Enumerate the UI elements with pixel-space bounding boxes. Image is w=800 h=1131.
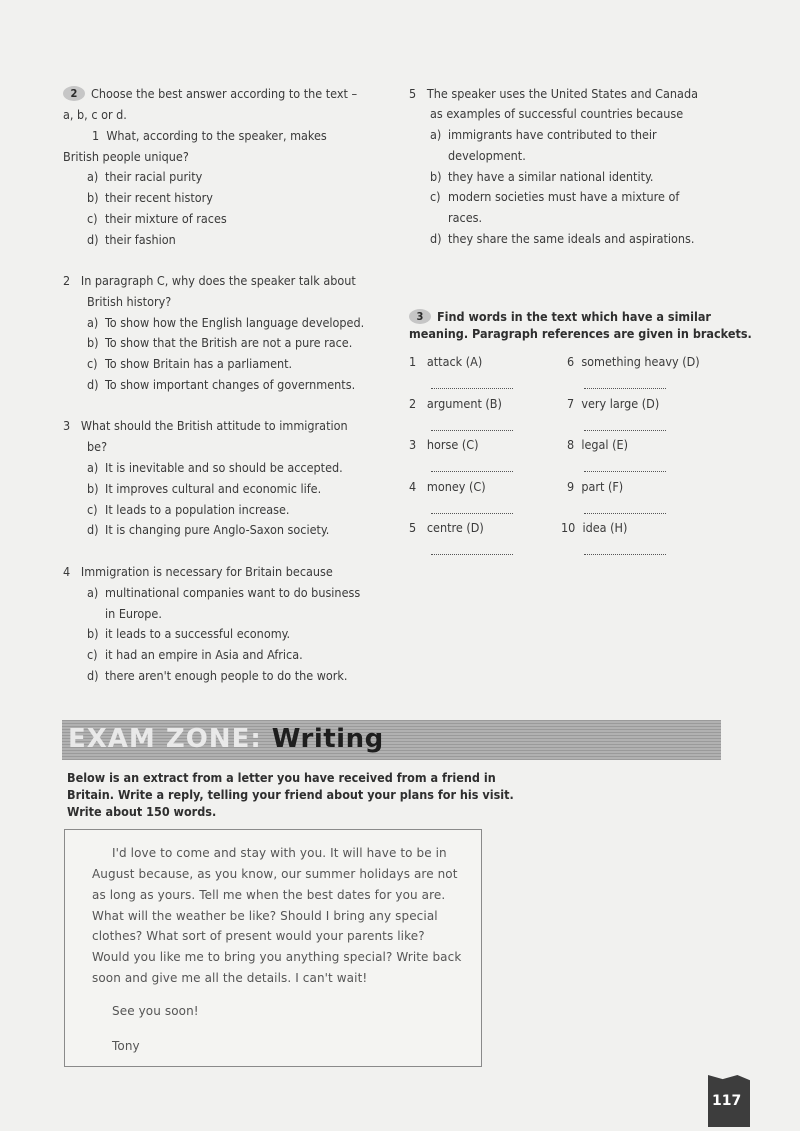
q2-option-b: b) To show that the British are not a pure race.	[87, 335, 353, 350]
vocab-item-5: 5 centre (D)	[409, 520, 484, 535]
letter-line: August because, as you know, our summer holidays are not	[92, 867, 458, 881]
exercise-2-number: 2	[63, 86, 85, 101]
q5-option-d: d) they share the same ideals and aspirations.	[430, 231, 695, 246]
answer-blank[interactable]	[431, 553, 513, 555]
vocab-item-2: 2 argument (B)	[409, 396, 502, 411]
q5-option-a-cont: development.	[448, 148, 526, 163]
q1-option-d: d) their fashion	[87, 232, 176, 247]
question-1: 1 What, according to the speaker, makes	[92, 128, 327, 143]
question-1-cont: British people unique?	[63, 149, 189, 164]
answer-blank[interactable]	[431, 429, 513, 431]
q4-option-b: b) it leads to a successful economy.	[87, 626, 291, 641]
question-5: 5 The speaker uses the United States and Canada	[409, 86, 698, 101]
letter-line: soon and give me all the details. I can't wait!	[92, 971, 368, 985]
vocab-item-3: 3 horse (C)	[409, 437, 479, 452]
question-3-cont: be?	[87, 439, 108, 454]
writing-instruction-2: Britain. Write a reply, telling your friend about your plans for his visit.	[67, 787, 514, 802]
q3-option-b: b) It improves cultural and economic life.	[87, 481, 322, 496]
letter-line: as long as yours. Tell me when the best dates for you are.	[92, 888, 446, 902]
page-number: 117	[712, 1093, 742, 1109]
q4-option-d: d) there aren't enough people to do the work.	[87, 668, 348, 683]
vocab-item-8: 8 legal (E)	[567, 437, 628, 452]
vocab-item-10: 10 idea (H)	[561, 520, 628, 535]
vocab-item-4: 4 money (C)	[409, 479, 486, 494]
letter-extract-box	[64, 829, 482, 1067]
answer-blank[interactable]	[584, 470, 666, 472]
q4-option-a-cont: in Europe.	[105, 606, 162, 621]
vocab-item-9: 9 part (F)	[567, 479, 624, 494]
question-4: 4 Immigration is necessary for Britain because	[63, 564, 333, 579]
q1-option-c: c) their mixture of races	[87, 211, 227, 226]
letter-line: Would you like me to bring you anything special? Write back	[92, 950, 462, 964]
vocab-item-1: 1 attack (A)	[409, 354, 483, 369]
vocab-item-6: 6 something heavy (D)	[567, 354, 700, 369]
exercise-3-number: 3	[409, 309, 431, 324]
question-2-cont: British history?	[87, 294, 172, 309]
letter-line: clothes? What sort of present would your parents like?	[92, 929, 425, 943]
question-3: 3 What should the British attitude to immigration	[63, 418, 348, 433]
exercise-2-instruction-cont: a, b, c or d.	[63, 107, 127, 122]
exercise-3-instruction: 3 Find words in the text which have a similar	[409, 307, 711, 328]
q2-option-a: a) To show how the English language developed.	[87, 315, 365, 330]
letter-line: What will the weather be like? Should I bring any special	[92, 909, 438, 923]
writing-instruction-3: Write about 150 words.	[67, 804, 217, 819]
letter-signature: Tony	[112, 1039, 140, 1053]
q2-option-c: c) To show Britain has a parliament.	[87, 356, 293, 371]
answer-blank[interactable]	[584, 553, 666, 555]
answer-blank[interactable]	[584, 429, 666, 431]
exercise-2-instruction: 2 Choose the best answer according to the text –	[63, 84, 357, 105]
q5-option-c-cont: races.	[448, 210, 483, 225]
q1-option-a: a) their racial purity	[87, 169, 203, 184]
q4-option-a: a) multinational companies want to do business	[87, 585, 361, 600]
q1-option-b: b) their recent history	[87, 190, 213, 205]
answer-blank[interactable]	[431, 470, 513, 472]
q5-option-b: b) they have a similar national identity.	[430, 169, 654, 184]
q2-option-d: d) To show important changes of governments.	[87, 377, 356, 392]
question-5-cont: as examples of successful countries because	[430, 106, 684, 121]
letter-line: I'd love to come and stay with you. It will have to be in	[112, 846, 447, 860]
q4-option-c: c) it had an empire in Asia and Africa.	[87, 647, 303, 662]
q5-option-c: c) modern societies must have a mixture of	[430, 189, 680, 204]
exam-zone-title: EXAM ZONE: Writing	[68, 724, 384, 754]
exercise-3-instruction-cont: meaning. Paragraph references are given in brackets.	[409, 326, 752, 341]
q3-option-d: d) It is changing pure Anglo-Saxon society.	[87, 522, 330, 537]
writing-instruction-1: Below is an extract from a letter you have received from a friend in	[67, 770, 496, 785]
answer-blank[interactable]	[431, 387, 513, 389]
answer-blank[interactable]	[584, 387, 666, 389]
vocab-item-7: 7 very large (D)	[567, 396, 660, 411]
q5-option-a: a) immigrants have contributed to their	[430, 127, 657, 142]
letter-signoff: See you soon!	[112, 1004, 199, 1018]
question-2: 2 In paragraph C, why does the speaker talk about	[63, 273, 356, 288]
answer-blank[interactable]	[431, 512, 513, 514]
q3-option-a: a) It is inevitable and so should be accepted.	[87, 460, 343, 475]
answer-blank[interactable]	[584, 512, 666, 514]
q3-option-c: c) It leads to a population increase.	[87, 502, 290, 517]
